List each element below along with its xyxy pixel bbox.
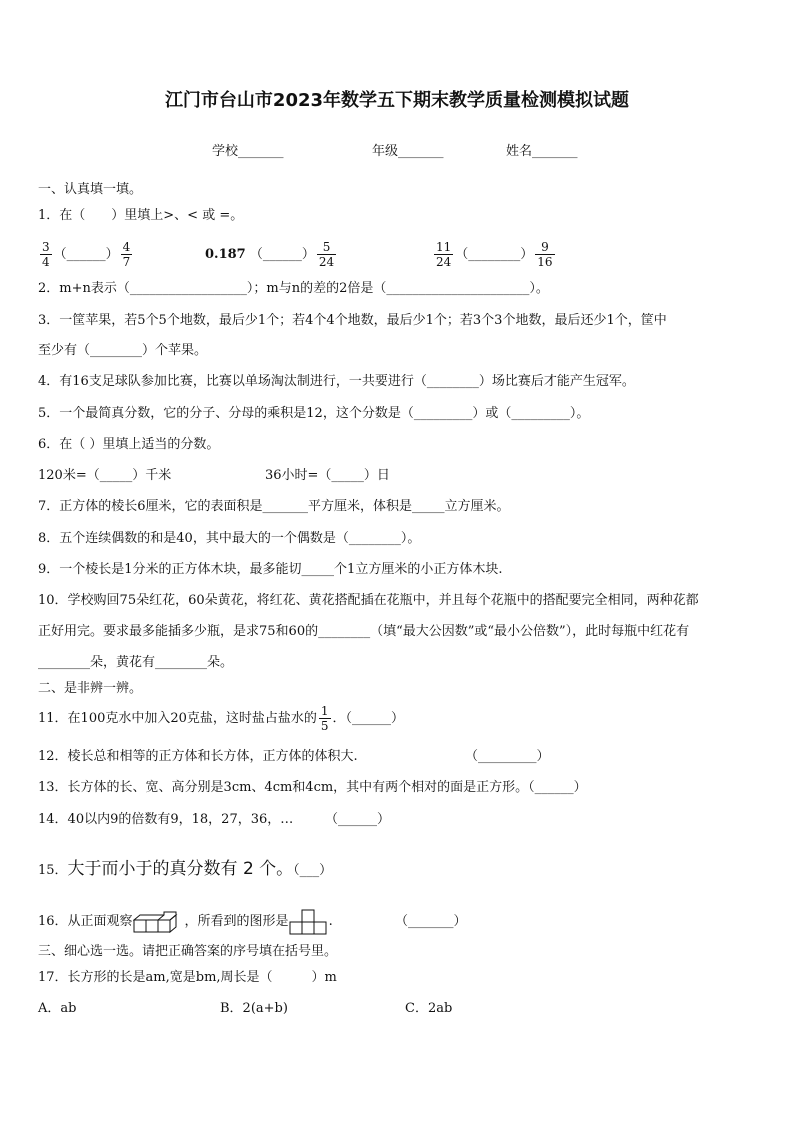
section-heading-fill: 一、认真填一填。 — [38, 182, 143, 197]
question-10-line-3: ________朵，黄花有________朵。 — [38, 655, 234, 670]
question-10-line-1: 10．学校购回75朵红花，60朵黄花，将红花、黄花搭配插在花瓶中，并且每个花瓶中的搭配要完全相同，两种花都 — [38, 593, 699, 608]
fraction: $\frac{9}{16}$ — [537, 240, 553, 269]
question-3-line-1: 3．一筐苹果，若5个5个地数，最后少1个；若4个4个地数，最后少1个；若3个3个地数，最后还少1个，筐中 — [38, 313, 667, 328]
question-12-blank: （_________） — [465, 749, 550, 764]
fraction: $\frac{4}{7}$ — [122, 240, 131, 269]
grade-field: 年级_______ — [372, 144, 444, 159]
question-1-item-c — [432, 238, 557, 272]
front-view-figure — [289, 909, 329, 935]
option-c: C．2ab — [405, 1001, 453, 1016]
question-4: 4．有16支足球队参加比赛，比赛以单场淘汰制进行，一共要进行（________）场比赛后才能产生冠军。 — [38, 374, 635, 389]
question-13: 13．长方体的长、宽、高分别是3cm、4cm和4cm，其中有两个相对的面是正方形。（______） — [38, 780, 587, 795]
question-1-item-b: 0.187 （______） $\frac{5}{24}$ — [205, 240, 335, 269]
cuboid-stack-figure — [133, 911, 185, 933]
fraction: $\frac{3}{4}$ — [42, 240, 50, 269]
answer-blank: （______） — [249, 247, 315, 262]
name-field: 姓名_______ — [506, 144, 578, 159]
question-6a: 120米=（_____）千米 — [38, 468, 172, 483]
fraction: $\frac{11}{24}$ — [436, 240, 452, 269]
question-7: 7．正方体的棱长6厘米，它的表面积是_______平方厘米，体积是_____立方厘米。 — [38, 499, 510, 514]
question-5: 5．一个最简真分数，它的分子、分母的乘积是12，这个分数是（_________）或（_________）。 — [38, 406, 590, 421]
question-6b: 36小时=（_____）日 — [265, 468, 390, 483]
question-11: 11．在100克水中加入20克盐，这时盐占盐水的 $\frac{1}{5}$ ．（______） — [38, 704, 405, 733]
question-1-stem: 1．在（ ）里填上>、< 或 =。 — [38, 208, 244, 223]
answer-blank: （___） — [293, 863, 333, 878]
option-a: A．ab — [38, 1001, 77, 1016]
school-field: 学校_______ — [212, 144, 284, 159]
option-b: B．2(a+b) — [220, 1001, 288, 1016]
fraction: $\frac{5}{24}$ — [318, 240, 335, 269]
question-16-blank: （_______） — [395, 914, 467, 929]
question-2: 2．m+n表示（__________________）；m与n的差的2倍是（______________________）。 — [38, 281, 549, 296]
question-1-items — [38, 238, 134, 272]
answer-blank: （________） — [455, 247, 534, 262]
question-14-blank: （______） — [325, 812, 391, 827]
question-10-line-2: 正好用完。要求最多能插多少瓶，是求75和60的________（填“最大公因数”或“最小公倍数”），此时每瓶中红花有 — [38, 624, 690, 639]
question-17: 17．长方形的长是am,宽是bm,周长是（ ）m — [38, 970, 337, 985]
section-heading-judge: 二、是非辨一辨。 — [38, 681, 143, 696]
answer-blank: （______） — [53, 247, 119, 262]
question-12: 12．棱长总和相等的正方体和长方体，正方体的体积大. — [38, 749, 358, 764]
question-16: 16．从正面观察 ，所看到的图形是 . — [38, 907, 333, 937]
page-title: 江门市台山市2023年数学五下期末教学质量检测模拟试题 — [164, 90, 630, 111]
section-heading-choose: 三、细心选一选。请把正确答案的序号填在括号里。 — [38, 944, 338, 959]
question-3-line-2: 至少有（________）个苹果。 — [38, 343, 208, 358]
fraction: $\frac{1}{5}$ — [320, 704, 329, 733]
question-9: 9．一个棱长是1分米的正方体木块，最多能切_____个1立方厘米的小正方体木块. — [38, 562, 503, 577]
question-15: 15．大于而小于的真分数有 2 个。（___） — [38, 859, 333, 879]
question-6: 6．在（ ）里填上适当的分数。 — [38, 437, 220, 452]
question-14: 14．40以内9的倍数有9，18，27，36，… — [38, 812, 294, 827]
question-8: 8．五个连续偶数的和是40，其中最大的一个偶数是（________）。 — [38, 531, 421, 546]
